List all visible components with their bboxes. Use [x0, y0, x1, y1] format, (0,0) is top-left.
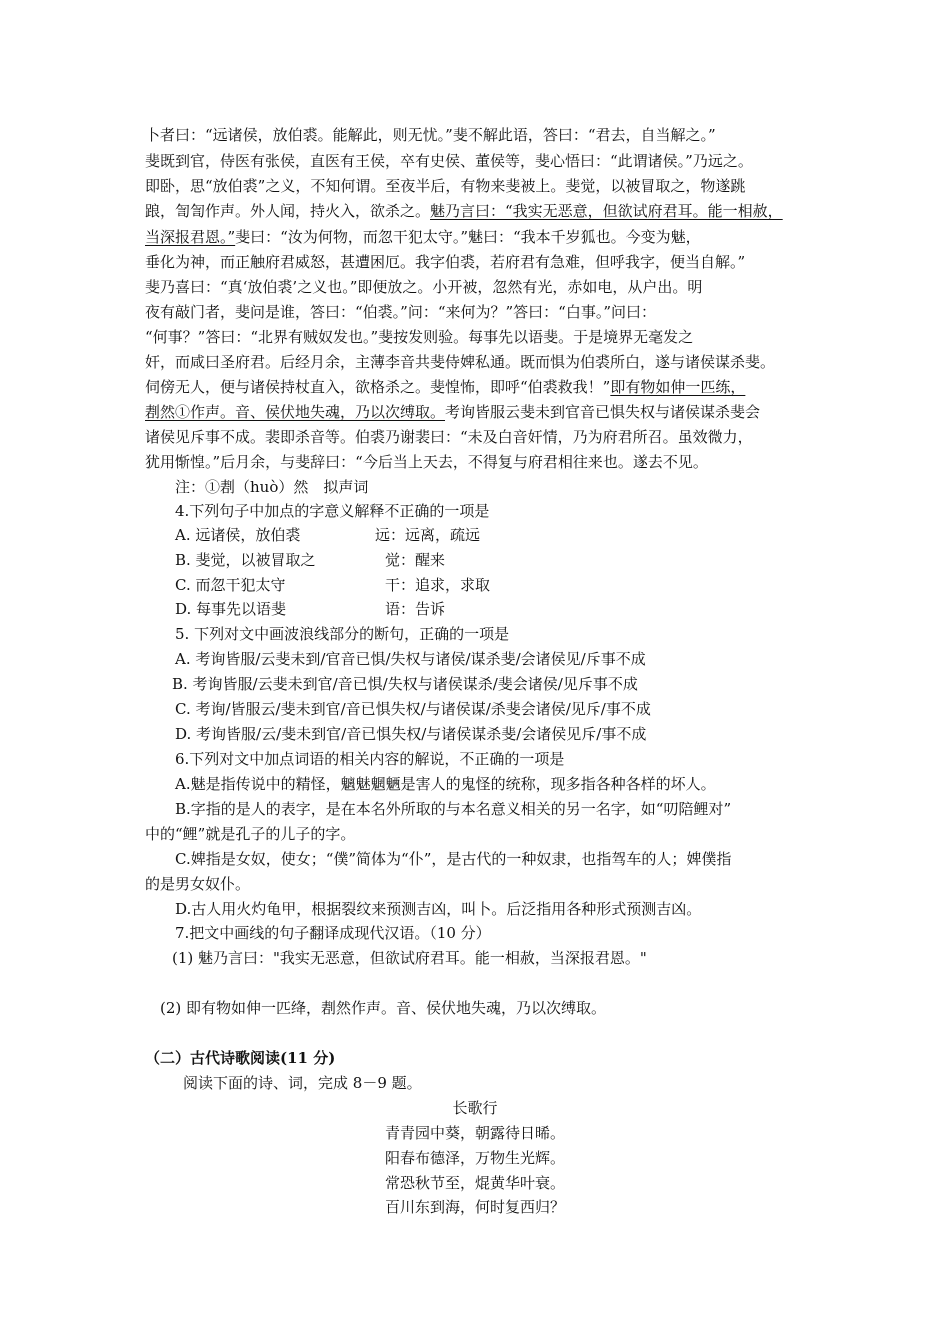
option-gloss: 远：远离，疏远: [375, 526, 481, 544]
poem-line: 常恐秋节至，焜黄华叶衰。: [384, 1174, 565, 1192]
question-5-stem: 5. 下列对文中画波浪线部分的断句，正确的一项是: [175, 625, 510, 643]
question-6-option: D.古人用火灼龟甲，根据裂纹来预测吉凶，叫卜。后泛指用各种形式预测吉凶。: [175, 900, 702, 918]
underlined-sentence-1b: 当深报君恩。”: [145, 228, 236, 246]
footnote: 注：①剨（huò）然 拟声词: [175, 478, 369, 496]
passage-text: 斐曰：“汝为何物，而忽干犯太守。”魅曰：“我本千岁狐也。今变为魅，: [235, 228, 701, 246]
question-6-option: A.魅是指传说中的精怪，魑魅魍魉是害人的鬼怪的统称，现多指各种各样的坏人。: [175, 775, 716, 793]
passage-line: “何事？”答曰：“北界有贼奴发也。”斐按发则验。每事先以语斐。于是境界无毫发之: [145, 328, 694, 346]
passage-line: [145, 200, 783, 222]
poem-title: 长歌行: [452, 1099, 498, 1117]
question-6-option-cont: 的是男女奴仆。: [145, 875, 251, 893]
passage-text: 踉，訇訇作声。外人闻，持火入，欲杀之。: [145, 202, 431, 220]
underlined-sentence-1a: 魅乃言曰：“我实无恶意，但欲试府君耳。能一相赦，: [430, 202, 783, 220]
poem-line: 百川东到海，何时复西归？: [384, 1198, 565, 1216]
section-instruction: 阅读下面的诗、词，完成 8－9 题。: [183, 1074, 422, 1092]
passage-line: 即卧，思“放伯裘”之义，不知何谓。至夜半后，有物来斐被上。斐觉，以被冒取之，物遂跳: [145, 177, 746, 195]
passage-line: [145, 226, 701, 248]
passage-text: 伺傍无人，便与诸侯持杖直入，欲格杀之。斐惶怖，即呼“伯裘救我！”: [145, 378, 611, 396]
passage-line: [145, 376, 745, 398]
section-title: （二）古代诗歌阅读(11 分): [145, 1049, 336, 1067]
question-7-sentence-2: (2) 即有物如伸一匹绛，剨然作声。音、侯伏地失魂，乃以次缚取。: [160, 999, 607, 1017]
underlined-sentence-2a: 即有物如伸一匹练，: [610, 378, 746, 396]
passage-line: [145, 401, 760, 423]
question-5-option: A. 考询皆服/云斐未到/官音已惧/失权与诸侯/谋杀斐/会诸侯见/斥事不成: [175, 650, 646, 668]
question-6-stem: 6.下列对文中加点词语的相关内容的解说，不正确的一项是: [175, 750, 565, 768]
question-4-stem: 4.下列句子中加点的字意义解释不正确的一项是: [175, 502, 490, 520]
underlined-sentence-2b: 剨然①作声。音、侯伏地失魂，乃以次缚取。: [145, 403, 446, 421]
question-4-option: [175, 574, 490, 596]
question-5-option: D. 考询皆服/云/斐未到官/音已惧失权/与诸侯谋杀斐/会诸侯见斥/事不成: [175, 725, 647, 743]
passage-line: 诸侯见斥事不成。裴即杀音等。伯裘乃谢裴曰：“未及白音奸情，乃为府君所召。虽效微力，: [145, 428, 753, 446]
option-gloss: 觉：醒来: [385, 551, 446, 569]
wavy-line-segment: 考询皆服云斐未到官音已惧失权与诸侯谋杀斐会: [445, 403, 761, 421]
question-7-stem: 7.把文中画线的句子翻译成现代汉语。（10 分）: [175, 924, 491, 942]
option-sentence: C. 而忽干犯太守: [175, 576, 286, 594]
passage-line: 斐既到官，侍医有张侯，直医有王侯，卒有史侯、董侯等，斐心悟曰：“此谓诸侯。”乃远之。: [145, 152, 753, 170]
poem-line: 阳春布德泽，万物生光辉。: [384, 1149, 565, 1167]
option-sentence: A. 远诸侯，放伯裘: [175, 526, 301, 544]
question-7-sentence-1: (1) 魅乃言曰："我实无恶意，但欲试府君耳。能一相赦，当深报君恩。": [172, 949, 647, 967]
poem-line: 青青园中葵，朝露待日晞。: [384, 1124, 565, 1142]
option-sentence: D. 每事先以语斐: [175, 600, 287, 618]
question-5-option: B. 考询皆服/云斐未到官/音已惧/失权与诸侯谋杀/斐会诸侯/见斥事不成: [172, 675, 638, 693]
question-4-option: [175, 524, 480, 546]
question-6-option-cont: 中的“鲤”就是孔子的儿子的字。: [145, 825, 356, 843]
question-6-option: B.字指的是人的表字，是在本名外所取的与本名意义相关的另一名字，如“叨陪鲤对”: [175, 800, 732, 818]
passage-line: 卜者曰：“远诸侯，放伯裘。能解此，则无忧。”斐不解此语，答曰：“君去，自当解之。”: [145, 126, 716, 144]
question-4-option: [175, 598, 445, 620]
passage-line: 奸，而咸曰圣府君。后经月余，主薄李音共斐侍婢私通。既而惧为伯裘所白，遂与诸侯谋杀斐。: [145, 353, 776, 371]
passage-line: 犹用惭惶。”后月余，与斐辞曰：“今后当上天去，不得复与府君相往来也。遂去不见。: [145, 453, 708, 471]
option-gloss: 语：告诉: [385, 600, 446, 618]
question-6-option: C.婢指是女奴，使女；“僕”简体为“仆”，是古代的一种奴隶，也指驾车的人；婢僕指: [175, 850, 732, 868]
passage-line: 垂化为神，而正触府君威怒，甚遭困厄。我字伯裘，若府君有急难，但呼我字，便当自解。”: [145, 253, 746, 271]
passage-line: 斐乃喜曰：“真‘放伯裘’之义也。”即便放之。小开被，忽然有光，赤如电，从户出。明: [145, 278, 703, 296]
option-gloss: 干：追求，求取: [385, 576, 491, 594]
question-5-option: C. 考询/皆服云/斐未到官/音已惧失权/与诸侯谋/杀斐会诸侯/见斥/事不成: [175, 700, 651, 718]
option-sentence: B. 斐觉，以被冒取之: [175, 551, 316, 569]
passage-line: 夜有敲门者，斐问是谁，答曰：“伯裘。”问：“来何为？”答曰：“白事。”问曰：: [145, 303, 657, 321]
question-4-option: [175, 549, 445, 571]
